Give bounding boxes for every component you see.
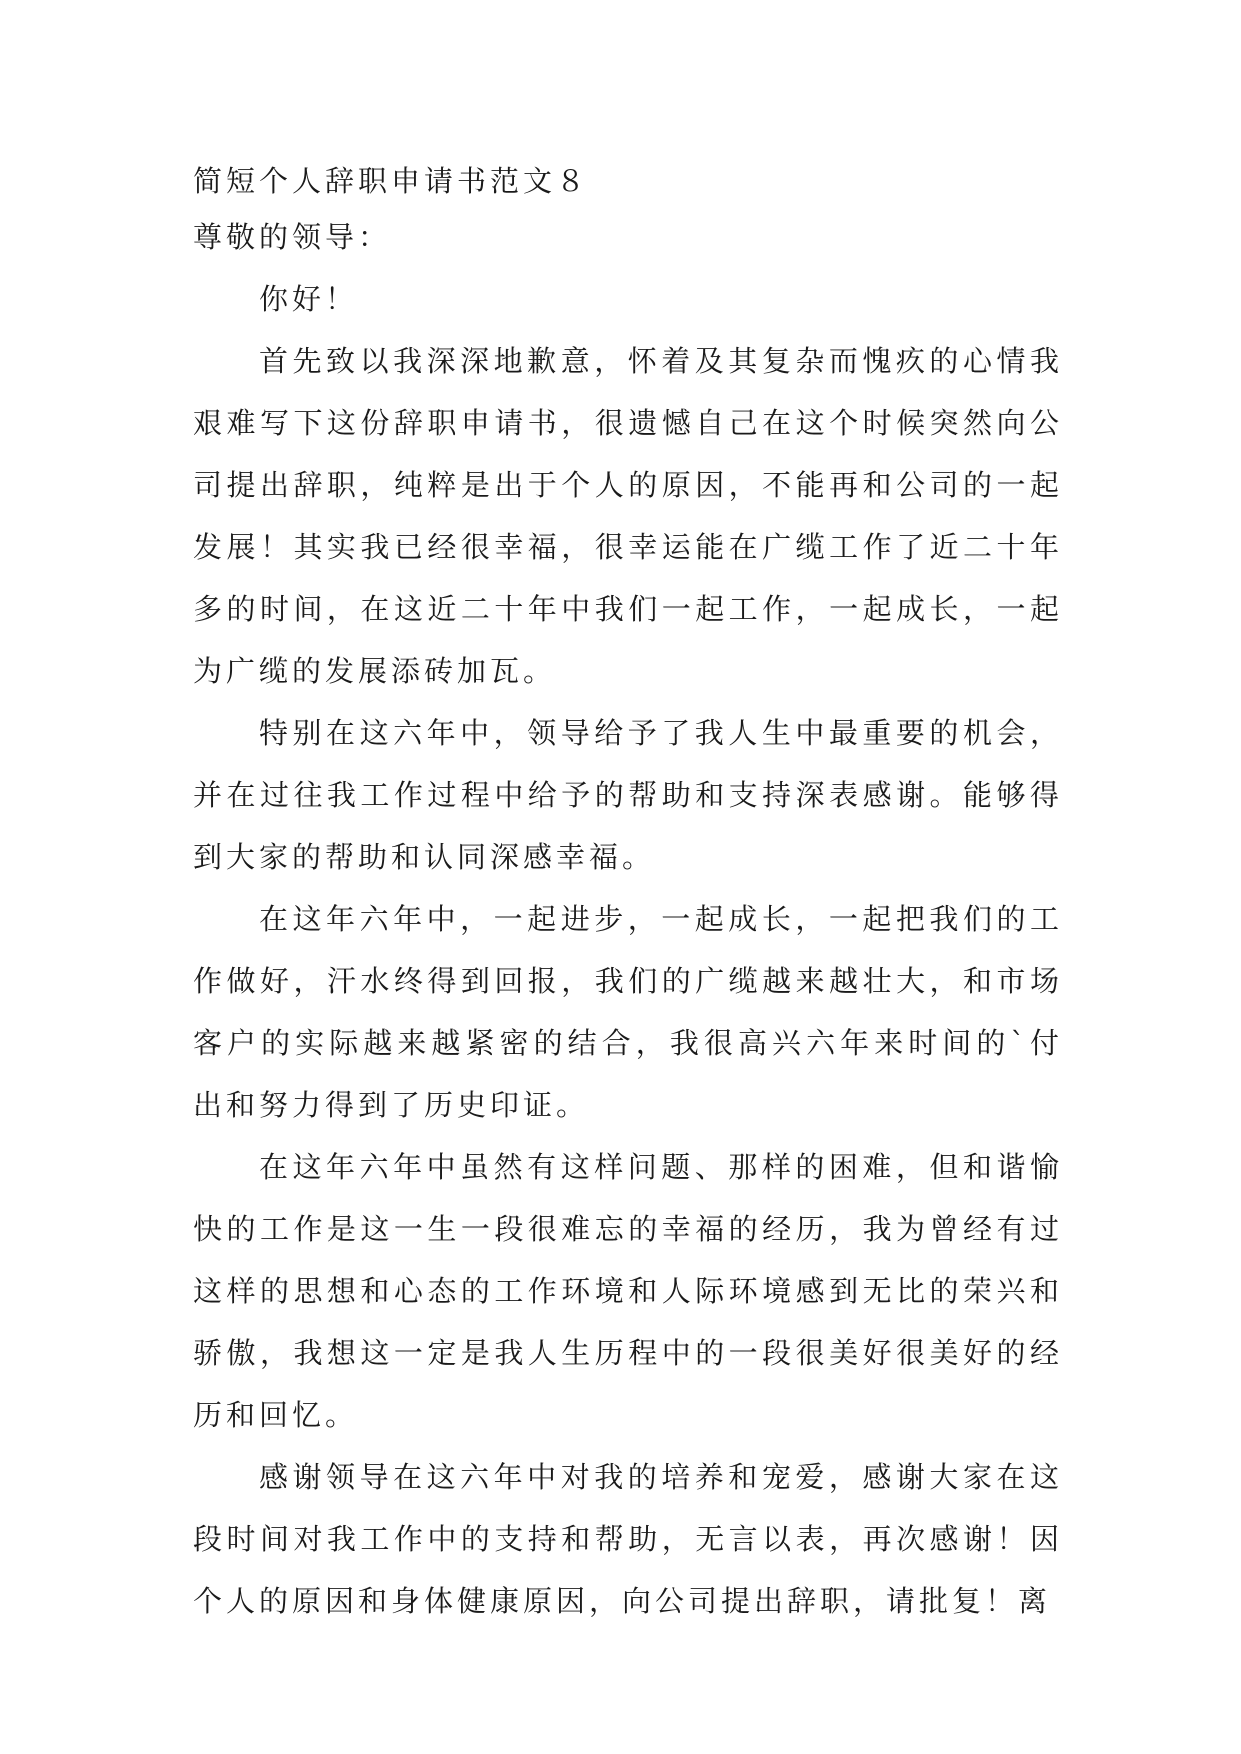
salutation: 尊敬的领导： — [193, 220, 392, 254]
document-body — [193, 150, 1063, 1632]
paragraph-greeting: 你好！ — [259, 282, 359, 316]
paragraph-experience: 在这年六年中虽然有这样问题、那样的困难，但和谐愉快的工作是这一生一段很难忘的幸福的经历，我为曾经有过这样的思想和心态的工作环境和人际环境感到无比的荣兴和骄傲，我想这一定是我人生历程中的一段很美好很美好的经历和回忆。 — [193, 1150, 1063, 1432]
document-title: 简短个人辞职申请书范文８ — [193, 164, 590, 198]
paragraph-progress: 在这年六年中，一起进步，一起成长，一起把我们的工作做好，汗水终得到回报，我们的广缆越来越壮大，和市场客户的实际越来越紧密的结合，我很高兴六年来时间的`付出和努力得到了历史印证。 — [193, 902, 1063, 1122]
paragraph-apology: 首先致以我深深地歉意，怀着及其复杂而愧疚的心情我艰难写下这份辞职申请书，很遗憾自己在这个时候突然向公司提出辞职，纯粹是出于个人的原因，不能再和公司的一起发展！其实我已经很幸福，很幸运能在广缆工作了近二十年多的时间，在这近二十年中我们一起工作，一起成长，一起为广缆的发展添砖加瓦。 — [193, 344, 1063, 688]
paragraph-gratitude: 特别在这六年中，领导给予了我人生中最重要的机会，并在过往我工作过程中给予的帮助和支持深表感谢。能够得到大家的帮助和认同深感幸福。 — [193, 716, 1063, 874]
paragraph-thanks: 感谢领导在这六年中对我的培养和宠爱，感谢大家在这段时间对我工作中的支持和帮助，无言以表，再次感谢！因个人的原因和身体健康原因，向公司提出辞职，请批复！离 — [193, 1460, 1063, 1618]
